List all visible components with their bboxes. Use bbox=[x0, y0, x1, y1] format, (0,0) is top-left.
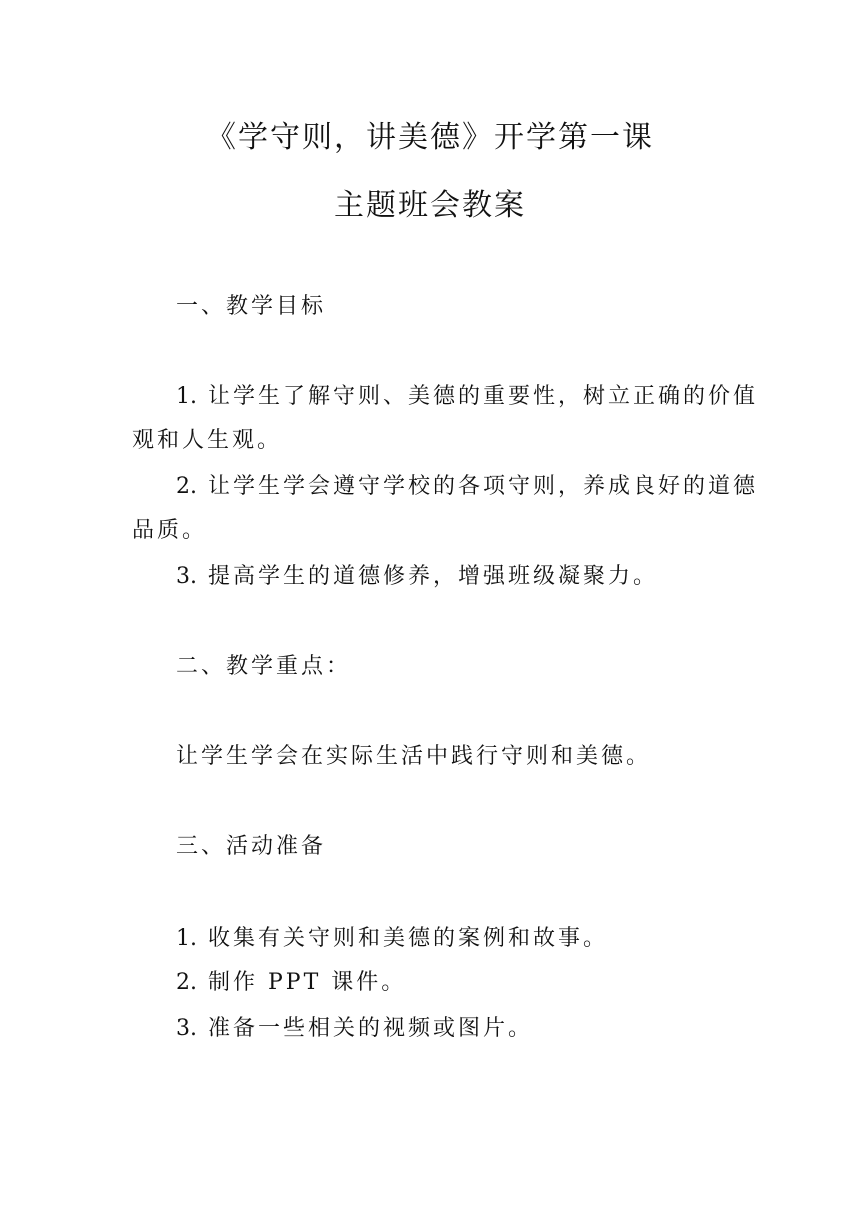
objective-item-3 bbox=[176, 562, 658, 592]
section-heading-key-points: 二、教学重点： bbox=[176, 654, 352, 679]
key-point-paragraph: 让学生学会在实际生活中践行守则和美德。 bbox=[176, 744, 652, 769]
objective-item-1-continued: 观和人生观。 bbox=[132, 428, 283, 453]
item-text: 让学生学会遵守学校的各项守则，养成良好的道德 bbox=[208, 474, 759, 499]
title-line-2: 主题班会教案 bbox=[334, 188, 526, 223]
objective-item-2 bbox=[176, 472, 758, 502]
preparation-item-3 bbox=[176, 1014, 533, 1044]
objective-item-1 bbox=[176, 382, 758, 412]
preparation-item-1 bbox=[176, 924, 608, 954]
item-text: 让学生了解守则、美德的重要性，树立正确的价值 bbox=[208, 384, 759, 409]
objective-item-2-continued: 品质。 bbox=[132, 518, 208, 543]
section-heading-preparation: 三、活动准备 bbox=[176, 834, 327, 859]
item-text: 制作 PPT 课件。 bbox=[208, 970, 407, 995]
item-number: 3. bbox=[176, 564, 197, 589]
item-number: 2. bbox=[176, 474, 197, 499]
item-text: 准备一些相关的视频或图片。 bbox=[208, 1016, 534, 1041]
item-text: 提高学生的道德修养，增强班级凝聚力。 bbox=[208, 564, 659, 589]
title-line-1: 《学守则，讲美德》开学第一课 bbox=[206, 120, 654, 155]
item-number: 1. bbox=[176, 926, 197, 951]
preparation-item-2 bbox=[176, 968, 406, 998]
item-text: 收集有关守则和美德的案例和故事。 bbox=[208, 926, 609, 951]
item-number: 2. bbox=[176, 970, 197, 995]
item-number: 1. bbox=[176, 384, 197, 409]
section-heading-objectives: 一、教学目标 bbox=[176, 294, 327, 319]
item-number: 3. bbox=[176, 1016, 197, 1041]
